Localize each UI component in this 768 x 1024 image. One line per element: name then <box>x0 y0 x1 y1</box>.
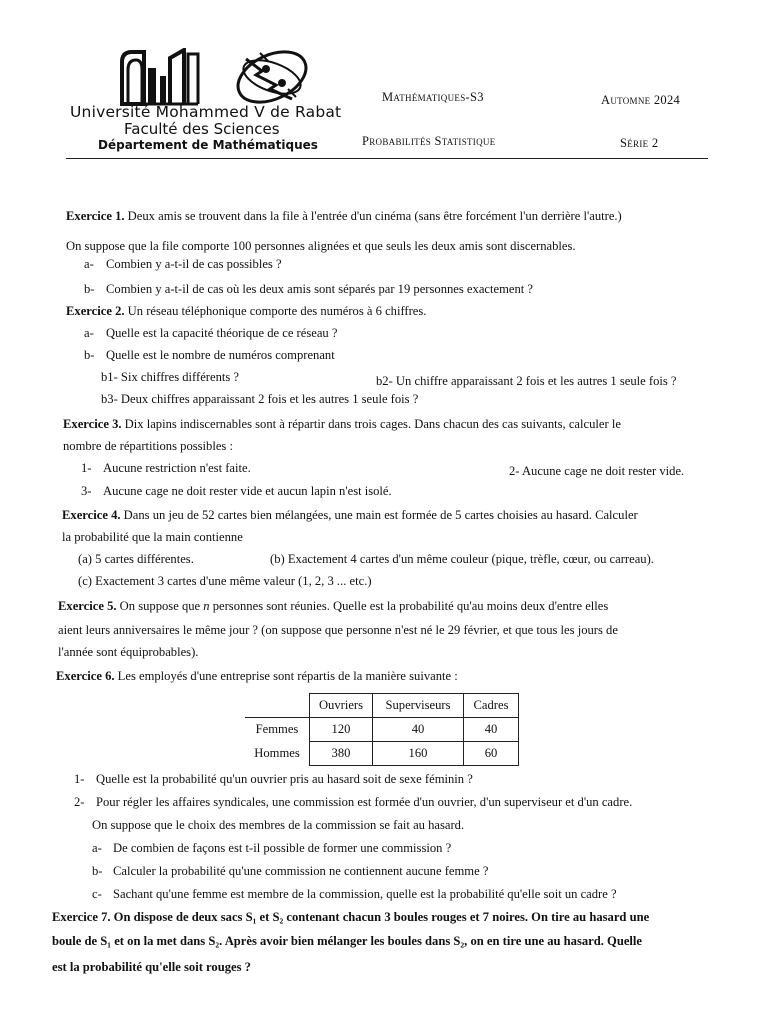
faculty-name: Faculté des Sciences <box>124 120 280 138</box>
table-cell: 40 <box>373 718 464 742</box>
exercise-2-title: Exercice 2. <box>66 304 125 318</box>
table-row <box>245 742 519 766</box>
exercise-5-variable-n: n <box>203 599 210 613</box>
exercise-3-item-3: Aucune cage ne doit rester vide et aucun lapin n'est isolé. <box>103 484 392 498</box>
table-row-label: Femmes <box>245 718 310 742</box>
table-cell: 120 <box>310 718 373 742</box>
exercise-1-b-label: b- <box>84 282 95 296</box>
exercise-6-q1-label: 1- <box>74 772 85 786</box>
exercise-2-b: Quelle est le nombre de numéros comprenant <box>106 348 335 362</box>
exercise-1-line-2: On suppose que la file comporte 100 personnes alignées et que seuls les deux amis sont discernables. <box>66 239 576 253</box>
exercise-4-item-a: (a) 5 cartes différentes. <box>78 552 194 566</box>
exercise-1-a-label: a- <box>84 257 94 271</box>
exercise-7-line-1 <box>52 911 649 924</box>
course-name: Mathématiques-S3 <box>382 90 484 104</box>
exercise-2-b2: b2- Un chiffre apparaissant 2 fois et les autres 1 seule fois ? <box>376 374 677 388</box>
exercise-5-line-3: l'année sont équiprobables). <box>58 645 199 659</box>
exercise-6-q2: Pour régler les affaires syndicales, une commission est formée d'un ouvrier, d'un superviseur et d'un cadre. <box>96 795 633 809</box>
exercise-3-item-1: Aucune restriction n'est faite. <box>103 461 251 475</box>
faculty-atom-logo <box>232 45 312 109</box>
department-name: Département de Mathématiques <box>98 138 318 152</box>
exercise-5-line-1 <box>58 600 608 613</box>
exercise-3-title: Exercice 3. <box>63 417 122 431</box>
exercise-4-text: Dans un jeu de 52 cartes bien mélangées, une main est formée de 5 cartes choisies au hasard. Calculer <box>123 508 638 522</box>
table-cell: 160 <box>373 742 464 766</box>
exercise-6-qb: Calculer la probabilité qu'une commission ne contiennent aucune femme ? <box>113 864 489 878</box>
season: Automne 2024 <box>601 93 681 107</box>
exercise-6-q2-label: 2- <box>74 795 85 809</box>
subject-name: Probabilités Statistique <box>362 134 496 148</box>
exercise-2-a-label: a- <box>84 326 94 340</box>
exercise-4-title: Exercice 4. <box>62 508 121 522</box>
employees-table <box>245 693 519 766</box>
exercise-3-line-2: nombre de répartitions possibles : <box>63 439 233 453</box>
exercise-3-item-2: 2- Aucune cage ne doit rester vide. <box>509 464 685 478</box>
exercise-4-line-1 <box>62 509 638 522</box>
exercise-2-b-label: b- <box>84 348 95 362</box>
table-row <box>245 718 519 742</box>
exercise-4-item-c: (c) Exactement 3 cartes d'une même valeur (1, 2, 3 ... etc.) <box>78 574 372 588</box>
exercise-6-qa-label: a- <box>92 841 102 855</box>
table-cell: 60 <box>464 742 519 766</box>
table-header-cell: Ouvriers <box>310 694 373 718</box>
exercise-6-line-1 <box>56 670 458 683</box>
exercise-5-line-2: aient leurs anniversaires le même jour ? (on suppose que personne n'est né le 29 février, et que tous les jours de <box>58 623 618 637</box>
exercise-3-line-1 <box>63 418 621 431</box>
exercise-6-q1: Quelle est la probabilité qu'un ouvrier pris au hasard soit de sexe féminin ? <box>96 772 473 786</box>
exercise-6-qc: Sachant qu'une femme est membre de la commission, quelle est la probabilité qu'elle soit un cadre ? <box>113 887 617 901</box>
table-header-cell: Cadres <box>464 694 519 718</box>
exercise-7-line-3: est la probabilité qu'elle soit rouges ? <box>52 960 251 974</box>
exercise-1-title: Exercice 1. <box>66 209 125 223</box>
exercise-6-qc-label: c- <box>92 887 102 901</box>
table-corner-cell <box>245 694 310 718</box>
exercise-1-a: Combien y a-t-il de cas possibles ? <box>106 257 282 271</box>
exercise-1-b: Combien y a-t-il de cas où les deux amis sont séparés par 19 personnes exactement ? <box>106 282 534 296</box>
exercise-2-text: Un réseau téléphonique comporte des numéros à 6 chiffres. <box>127 304 427 318</box>
table-cell: 380 <box>310 742 373 766</box>
exercise-7-line-2: boule de S₁ et on la met dans S₂. Après avoir bien mélanger les boules dans S₂, on en tire une au hasard. Quelle <box>52 934 643 948</box>
exercise-1-line-1 <box>66 210 622 223</box>
header-divider <box>66 158 708 159</box>
series-number: Série 2 <box>620 136 659 150</box>
table-row-label: Hommes <box>245 742 310 766</box>
table-cell: 40 <box>464 718 519 742</box>
exercise-5-text-a: On suppose que <box>119 599 204 613</box>
university-building-logo <box>118 48 200 106</box>
table-header-cell: Superviseurs <box>373 694 464 718</box>
exercise-2-a: Quelle est la capacité théorique de ce réseau ? <box>106 326 338 340</box>
exercise-6-text: Les employés d'une entreprise sont répartis de la manière suivante : <box>117 669 458 683</box>
exercise-2-line-1 <box>66 305 426 318</box>
exercise-2-b1: b1- Six chiffres différents ? <box>101 370 240 384</box>
exercise-6-q2-line-2: On suppose que le choix des membres de la commission se fait au hasard. <box>92 818 465 832</box>
exercise-2-b3: b3- Deux chiffres apparaissant 2 fois et les autres 1 seule fois ? <box>101 392 419 406</box>
university-name: Université Mohammed V de Rabat <box>70 103 342 121</box>
exercise-4-line-2: la probabilité que la main contienne <box>62 530 243 544</box>
exercise-7-text: On dispose de deux sacs S₁ et S₂ contenant chacun 3 boules rouges et 7 noires. On tire au hasard une <box>113 910 650 924</box>
table-header-row <box>245 694 519 718</box>
exercise-3-item-1-label: 1- <box>81 461 92 475</box>
exercise-3-text: Dix lapins indiscernables sont à répartir dans trois cages. Dans chacun des cas suivants, calculer le <box>124 417 621 431</box>
exercise-7-title: Exercice 7. <box>52 910 111 924</box>
exercise-4-item-b: (b) Exactement 4 cartes d'un même couleur (pique, trèfle, cœur, ou carreau). <box>270 552 654 566</box>
exercise-6-qa: De combien de façons est t-il possible de former une commission ? <box>113 841 452 855</box>
exercise-6-qb-label: b- <box>92 864 103 878</box>
exercise-3-item-3-label: 3- <box>81 484 92 498</box>
exercise-6-title: Exercice 6. <box>56 669 115 683</box>
exercise-1-text: Deux amis se trouvent dans la file à l'entrée d'un cinéma (sans être forcément l'un derrière l'autre.) <box>127 209 622 223</box>
exercise-5-title: Exercice 5. <box>58 599 117 613</box>
exercise-5-text-b: personnes sont réunies. Quelle est la probabilité qu'au moins deux d'entre elles <box>209 599 609 613</box>
